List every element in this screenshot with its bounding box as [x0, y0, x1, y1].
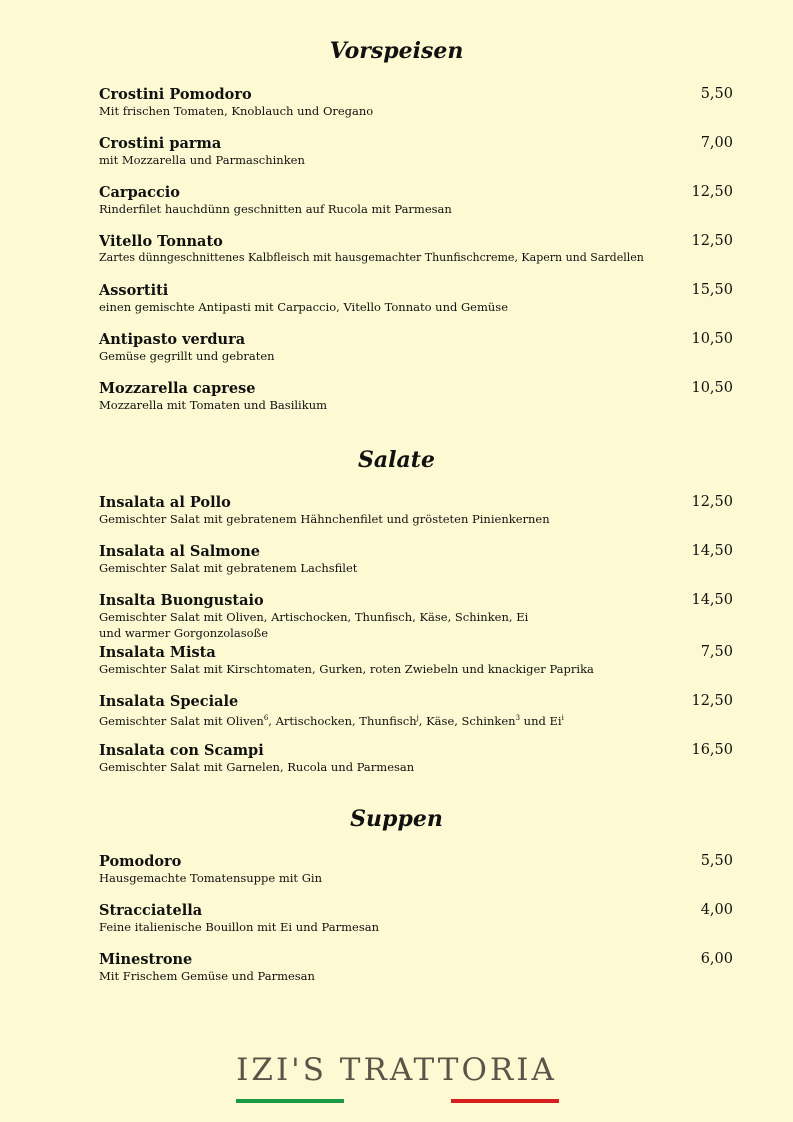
section-title-vorspeisen: Vorspeisen — [329, 38, 464, 64]
item-name: Insalata con Scampi — [99, 742, 264, 759]
item-price: 6,00 — [700, 951, 733, 967]
item-price: 12,50 — [691, 233, 733, 249]
item-description: einen gemischte Antipasti mit Carpaccio, Vitello Tonnato und Gemüse — [99, 300, 509, 314]
item-name: Pomodoro — [99, 853, 182, 870]
item-description: Feine italienische Bouillon mit Ei und Parmesan — [99, 920, 379, 934]
item-description: Mozzarella mit Tomaten und Basilikum — [99, 398, 328, 412]
item-price: 14,50 — [691, 592, 733, 608]
item-price: 5,50 — [700, 853, 733, 869]
item-description: Mit Frischem Gemüse und Parmesan — [99, 969, 315, 983]
item-name: Assortiti — [99, 282, 169, 299]
item-price: 14,50 — [691, 543, 733, 559]
item-price: 16,50 — [691, 742, 733, 758]
item-description: Zartes dünngeschnittenes Kalbfleisch mit hausgemachter Thunfischcreme, Kapern und Sardellen — [99, 251, 644, 264]
item-price: 12,50 — [691, 693, 733, 709]
menu-item — [99, 644, 733, 677]
item-name: Insalata Speciale — [99, 693, 239, 710]
menu-item — [99, 902, 733, 935]
desc-part: , Artischocken, Thunfisch — [268, 714, 417, 728]
item-description: Hausgemachte Tomatensuppe mit Gin — [99, 871, 322, 885]
menu-item — [99, 592, 733, 641]
allergen-marker: i — [561, 714, 564, 722]
item-description: Mit frischen Tomaten, Knoblauch und Oregano — [99, 104, 374, 118]
menu-item — [99, 494, 733, 527]
item-name: Carpaccio — [99, 184, 180, 201]
item-price: 7,50 — [700, 644, 733, 660]
item-price: 10,50 — [691, 331, 733, 347]
section-title-salate: Salate — [358, 447, 435, 473]
item-name: Antipasto verdura — [99, 331, 246, 348]
menu-item — [99, 184, 733, 217]
allergen-marker: 6 — [263, 714, 269, 722]
item-price: 10,50 — [691, 380, 733, 396]
item-name: Vitello Tonnato — [99, 233, 223, 250]
item-price: 12,50 — [691, 494, 733, 510]
item-name: Stracciatella — [99, 902, 203, 919]
menu-item — [99, 853, 733, 886]
menu-item — [99, 742, 733, 775]
item-description: mit Mozzarella und Parmaschinken — [99, 153, 305, 167]
item-price: 7,00 — [700, 135, 733, 151]
desc-part: , Käse, Schinken — [418, 714, 516, 728]
item-description: Gemischter Salat mit Oliven, Artischocken, Thunfisch, Käse, Schinken, Ei und warmer Gorgonzolasoße — [99, 610, 529, 640]
section-title-suppen: Suppen — [350, 806, 443, 832]
item-name: Insalata Mista — [99, 644, 216, 661]
item-name: Insalata al Salmone — [99, 543, 261, 560]
menu-item — [99, 951, 733, 984]
item-price: 15,50 — [691, 282, 733, 298]
item-description: Gemischter Salat mit gebratenem Hähnchenfilet und grösteten Pinienkernen — [99, 512, 550, 526]
item-name: Mozzarella caprese — [99, 380, 256, 397]
item-name: Crostini Pomodoro — [99, 86, 252, 103]
trattoria-logo: IZI'S TRATTORIA — [236, 1052, 557, 1088]
menu-item — [99, 135, 733, 168]
item-description: Gemüse gegrillt und gebraten — [99, 349, 275, 363]
item-name: Minestrone — [99, 951, 193, 968]
item-description: Gemischter Salat mit Kirschtomaten, Gurken, roten Zwiebeln und knackiger Paprika — [99, 662, 594, 676]
item-description: Gemischter Salat mit gebratenem Lachsfilet — [99, 561, 358, 575]
desc-part: und Ei — [520, 714, 562, 728]
item-name: Crostini parma — [99, 135, 222, 152]
allergen-marker: j — [416, 714, 419, 722]
menu-item — [99, 233, 733, 266]
item-name: Insalta Buongustaio — [99, 592, 264, 609]
logo-green-stripe — [236, 1099, 344, 1103]
item-name: Insalata al Pollo — [99, 494, 231, 511]
logo-red-stripe — [451, 1099, 559, 1103]
item-price: 5,50 — [700, 86, 733, 102]
item-price: 12,50 — [691, 184, 733, 200]
allergen-marker: 3 — [515, 714, 521, 722]
item-description — [99, 713, 733, 729]
menu-item — [99, 86, 733, 119]
menu-item — [99, 543, 733, 576]
menu-item — [99, 331, 733, 364]
item-description: Gemischter Salat mit Garnelen, Rucola und Parmesan — [99, 760, 415, 774]
menu-item — [99, 693, 733, 729]
item-price: 4,00 — [700, 902, 733, 918]
item-description: Rinderfilet hauchdünn geschnitten auf Rucola mit Parmesan — [99, 202, 452, 216]
desc-part: Gemischter Salat mit Oliven — [99, 714, 264, 728]
menu-item — [99, 380, 733, 413]
menu-item — [99, 282, 733, 315]
